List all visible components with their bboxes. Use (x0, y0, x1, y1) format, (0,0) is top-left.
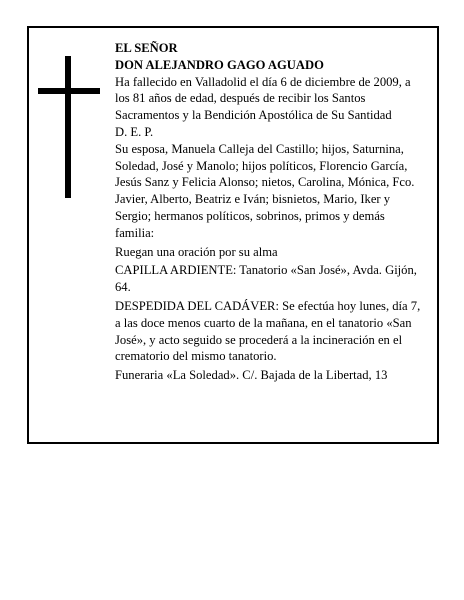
prayer-request: Ruegan una oración por su alma (115, 244, 278, 259)
dep-line: D. E. P. (115, 124, 154, 139)
obituary-notice (27, 26, 439, 444)
cross-vertical-bar (65, 56, 71, 198)
funeral-home: Funeraria «La Soledad». C/. Bajada de la Libertad, 13 (115, 368, 388, 383)
notice-text (115, 40, 421, 384)
cross-icon (38, 56, 100, 198)
cross-horizontal-bar (38, 88, 100, 94)
death-announcement: Ha fallecido en Valladolid el día 6 de diciembre de 2009, a los 81 años de edad, después de recibir los Santos Sacramentos y la Bendición Apostólica de Su Santidad (115, 74, 411, 123)
deceased-name: DON ALEJANDRO GAGO AGUADO (115, 57, 324, 72)
family-list: Su esposa, Manuela Calleja del Castillo; hijos, Saturnina, Soledad, José y Manolo; hijos políticos, Florencio García, Jesús Sanz y Felicia Alonso; nietos, Carolina, Mónica, Fco. Javier, Alberto, Beatriz e Iván; bisnietos, Mario, Iker y Sergio; hermanos políticos, sobrinos, primos y demás familia: (115, 141, 415, 240)
chapel-info: CAPILLA ARDIENTE: Tanatorio «San José», Avda. Gijón, 64. (115, 263, 417, 295)
title-line-1: EL SEÑOR (115, 41, 178, 55)
farewell-info: DESPEDIDA DEL CADÁVER: Se efectúa hoy lunes, día 7, a las doce menos cuarto de la mañana, en el tanatorio «San José», y acto seguido se procederá a la incineración en el crematorio del mismo tanatorio. (115, 298, 421, 364)
